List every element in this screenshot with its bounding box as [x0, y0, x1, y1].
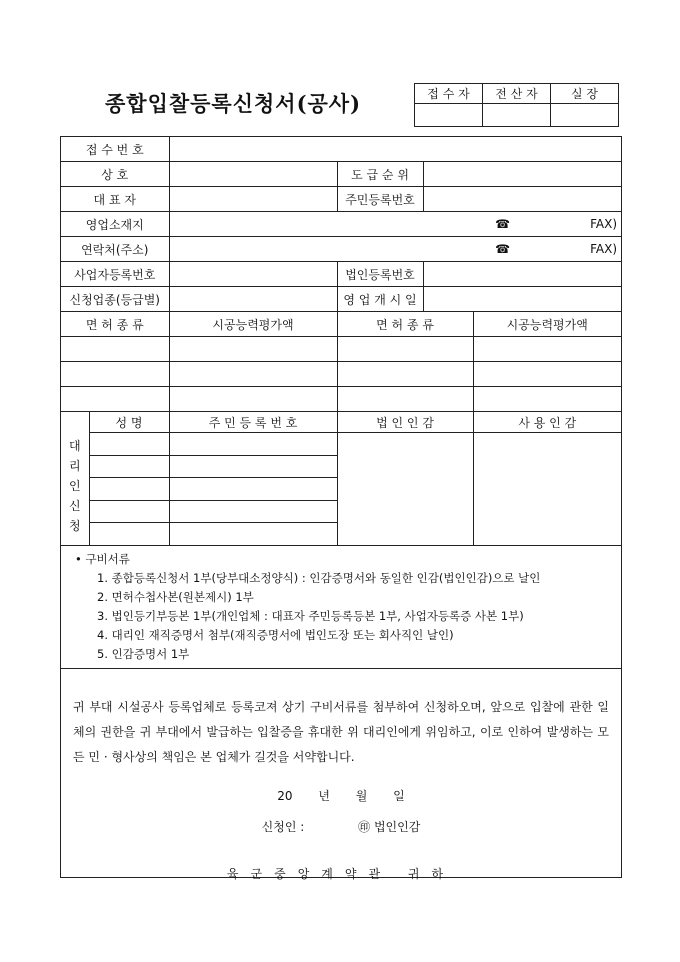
license-type-header: 면 허 종 류: [61, 312, 169, 337]
capacity-value-header: 시공능력평가액: [473, 312, 621, 337]
license-cell[interactable]: [61, 337, 169, 362]
representative-field[interactable]: [169, 187, 337, 212]
receipt-no-field[interactable]: [169, 137, 621, 162]
agent-resident-no-field[interactable]: [169, 478, 337, 501]
license-cell[interactable]: [169, 337, 337, 362]
approval-computer-sign[interactable]: [483, 104, 551, 127]
business-location-label: 영업소재지: [61, 212, 169, 237]
agent-resident-no-field[interactable]: [169, 455, 337, 478]
business-reg-no-field[interactable]: [169, 262, 337, 287]
contact-address-label: 연락처(주소): [61, 237, 169, 262]
applicant-line: [73, 815, 609, 840]
addressee: 육군중앙계약관 귀하: [226, 867, 456, 881]
usage-seal-field[interactable]: [473, 433, 621, 546]
fax-label: FAX): [590, 242, 618, 256]
application-form: [60, 136, 622, 881]
license-cell[interactable]: [61, 387, 169, 412]
approval-director-header: 실 장: [551, 84, 619, 104]
representative-label: 대 표 자: [61, 187, 169, 212]
business-start-date-field[interactable]: [423, 287, 621, 312]
corporate-seal-label: ㊞ 법인인감: [358, 820, 421, 834]
required-documents: [61, 546, 621, 668]
business-reg-no-label: 사업자등록번호: [61, 262, 169, 287]
license-cell[interactable]: [169, 387, 337, 412]
contract-rank-field[interactable]: [423, 162, 621, 187]
application-type-label: 신청업종(등급별): [61, 287, 169, 312]
approval-receiver-sign[interactable]: [415, 104, 483, 127]
company-info-table: [61, 137, 621, 312]
agent-name-field[interactable]: [89, 433, 169, 456]
contact-address-field[interactable]: [169, 237, 621, 262]
resident-no-label: 주민등록번호: [337, 187, 423, 212]
approval-box: [414, 83, 619, 127]
business-location-field[interactable]: [169, 212, 621, 237]
required-documents-heading: • 구비서류: [75, 552, 130, 566]
license-cell[interactable]: [337, 362, 473, 387]
telephone-icon: ☎: [495, 217, 511, 231]
agent-side-label: 대리인신청: [61, 412, 89, 546]
corporate-seal-field[interactable]: [337, 433, 473, 546]
agent-table: [61, 412, 621, 546]
agent-name-field[interactable]: [89, 523, 169, 546]
trade-name-label: 상 호: [61, 162, 169, 187]
date-line[interactable]: 20 년 월 일: [277, 789, 405, 803]
license-cell[interactable]: [169, 362, 337, 387]
agent-name-field[interactable]: [89, 500, 169, 523]
document-item: 3. 법인등기부등본 1부(개인업체 : 대표자 주민등록등본 1부, 사업자등록증 사본 1부): [97, 609, 524, 623]
agent-resident-no-field[interactable]: [169, 433, 337, 456]
approval-director-sign[interactable]: [551, 104, 619, 127]
fax-label: FAX): [590, 217, 618, 231]
resident-no-field[interactable]: [423, 187, 621, 212]
corporate-seal-header: 법 인 인 감: [337, 412, 473, 433]
license-table: [61, 312, 621, 412]
approval-receiver-header: 접 수 자: [415, 84, 483, 104]
applicant-label: 신청인 :: [261, 820, 305, 834]
license-cell[interactable]: [473, 387, 621, 412]
document-item: 4. 대리인 재직증명서 첨부(재직증명서에 법인도장 또는 회사직인 날인): [97, 628, 454, 642]
telephone-icon: ☎: [495, 242, 511, 256]
license-type-header: 면 허 종 류: [337, 312, 473, 337]
corporate-reg-no-field[interactable]: [423, 262, 621, 287]
agent-name-field[interactable]: [89, 478, 169, 501]
agent-name-header: 성 명: [89, 412, 169, 433]
agent-name-field[interactable]: [89, 455, 169, 478]
approval-computer-header: 전 산 자: [483, 84, 551, 104]
license-cell[interactable]: [337, 337, 473, 362]
usage-seal-header: 사 용 인 감: [473, 412, 621, 433]
declaration-text: 귀 부대 시설공사 등록업체로 등록코져 상기 구비서류를 첨부하여 신청하오며, 앞으로 입찰에 관한 일체의 권한을 귀 부대에서 발급하는 입찰증을 휴대한 위 대리인에게 위임하고, 이로 인하여 발생하는 모든 민 · 형사상의 책임은 본 업체가 길것을 서약합니다.: [73, 700, 609, 764]
document-item: 2. 면허수첩사본(원본제시) 1부: [97, 590, 254, 604]
agent-resident-no-header: 주 민 등 록 번 호: [169, 412, 337, 433]
license-cell[interactable]: [337, 387, 473, 412]
document-item: 1. 종합등록신청서 1부(당부대소정양식) : 인감증명서와 동일한 인감(법인인감)으로 날인: [97, 571, 541, 585]
agent-resident-no-field[interactable]: [169, 523, 337, 546]
corporate-reg-no-label: 법인등록번호: [337, 262, 423, 287]
capacity-value-header: 시공능력평가액: [169, 312, 337, 337]
business-start-date-label: 영 업 개 시 일: [337, 287, 423, 312]
agent-resident-no-field[interactable]: [169, 500, 337, 523]
license-cell[interactable]: [61, 362, 169, 387]
contract-rank-label: 도 급 순 위: [337, 162, 423, 187]
license-cell[interactable]: [473, 337, 621, 362]
form-title: 종합입찰등록신청서(공사): [105, 91, 362, 116]
license-cell[interactable]: [473, 362, 621, 387]
receipt-no-label: 접 수 번 호: [61, 137, 169, 162]
document-item: 5. 인감증명서 1부: [97, 647, 190, 661]
application-type-field[interactable]: [169, 287, 337, 312]
declaration-section: [61, 668, 621, 887]
trade-name-field[interactable]: [169, 162, 337, 187]
